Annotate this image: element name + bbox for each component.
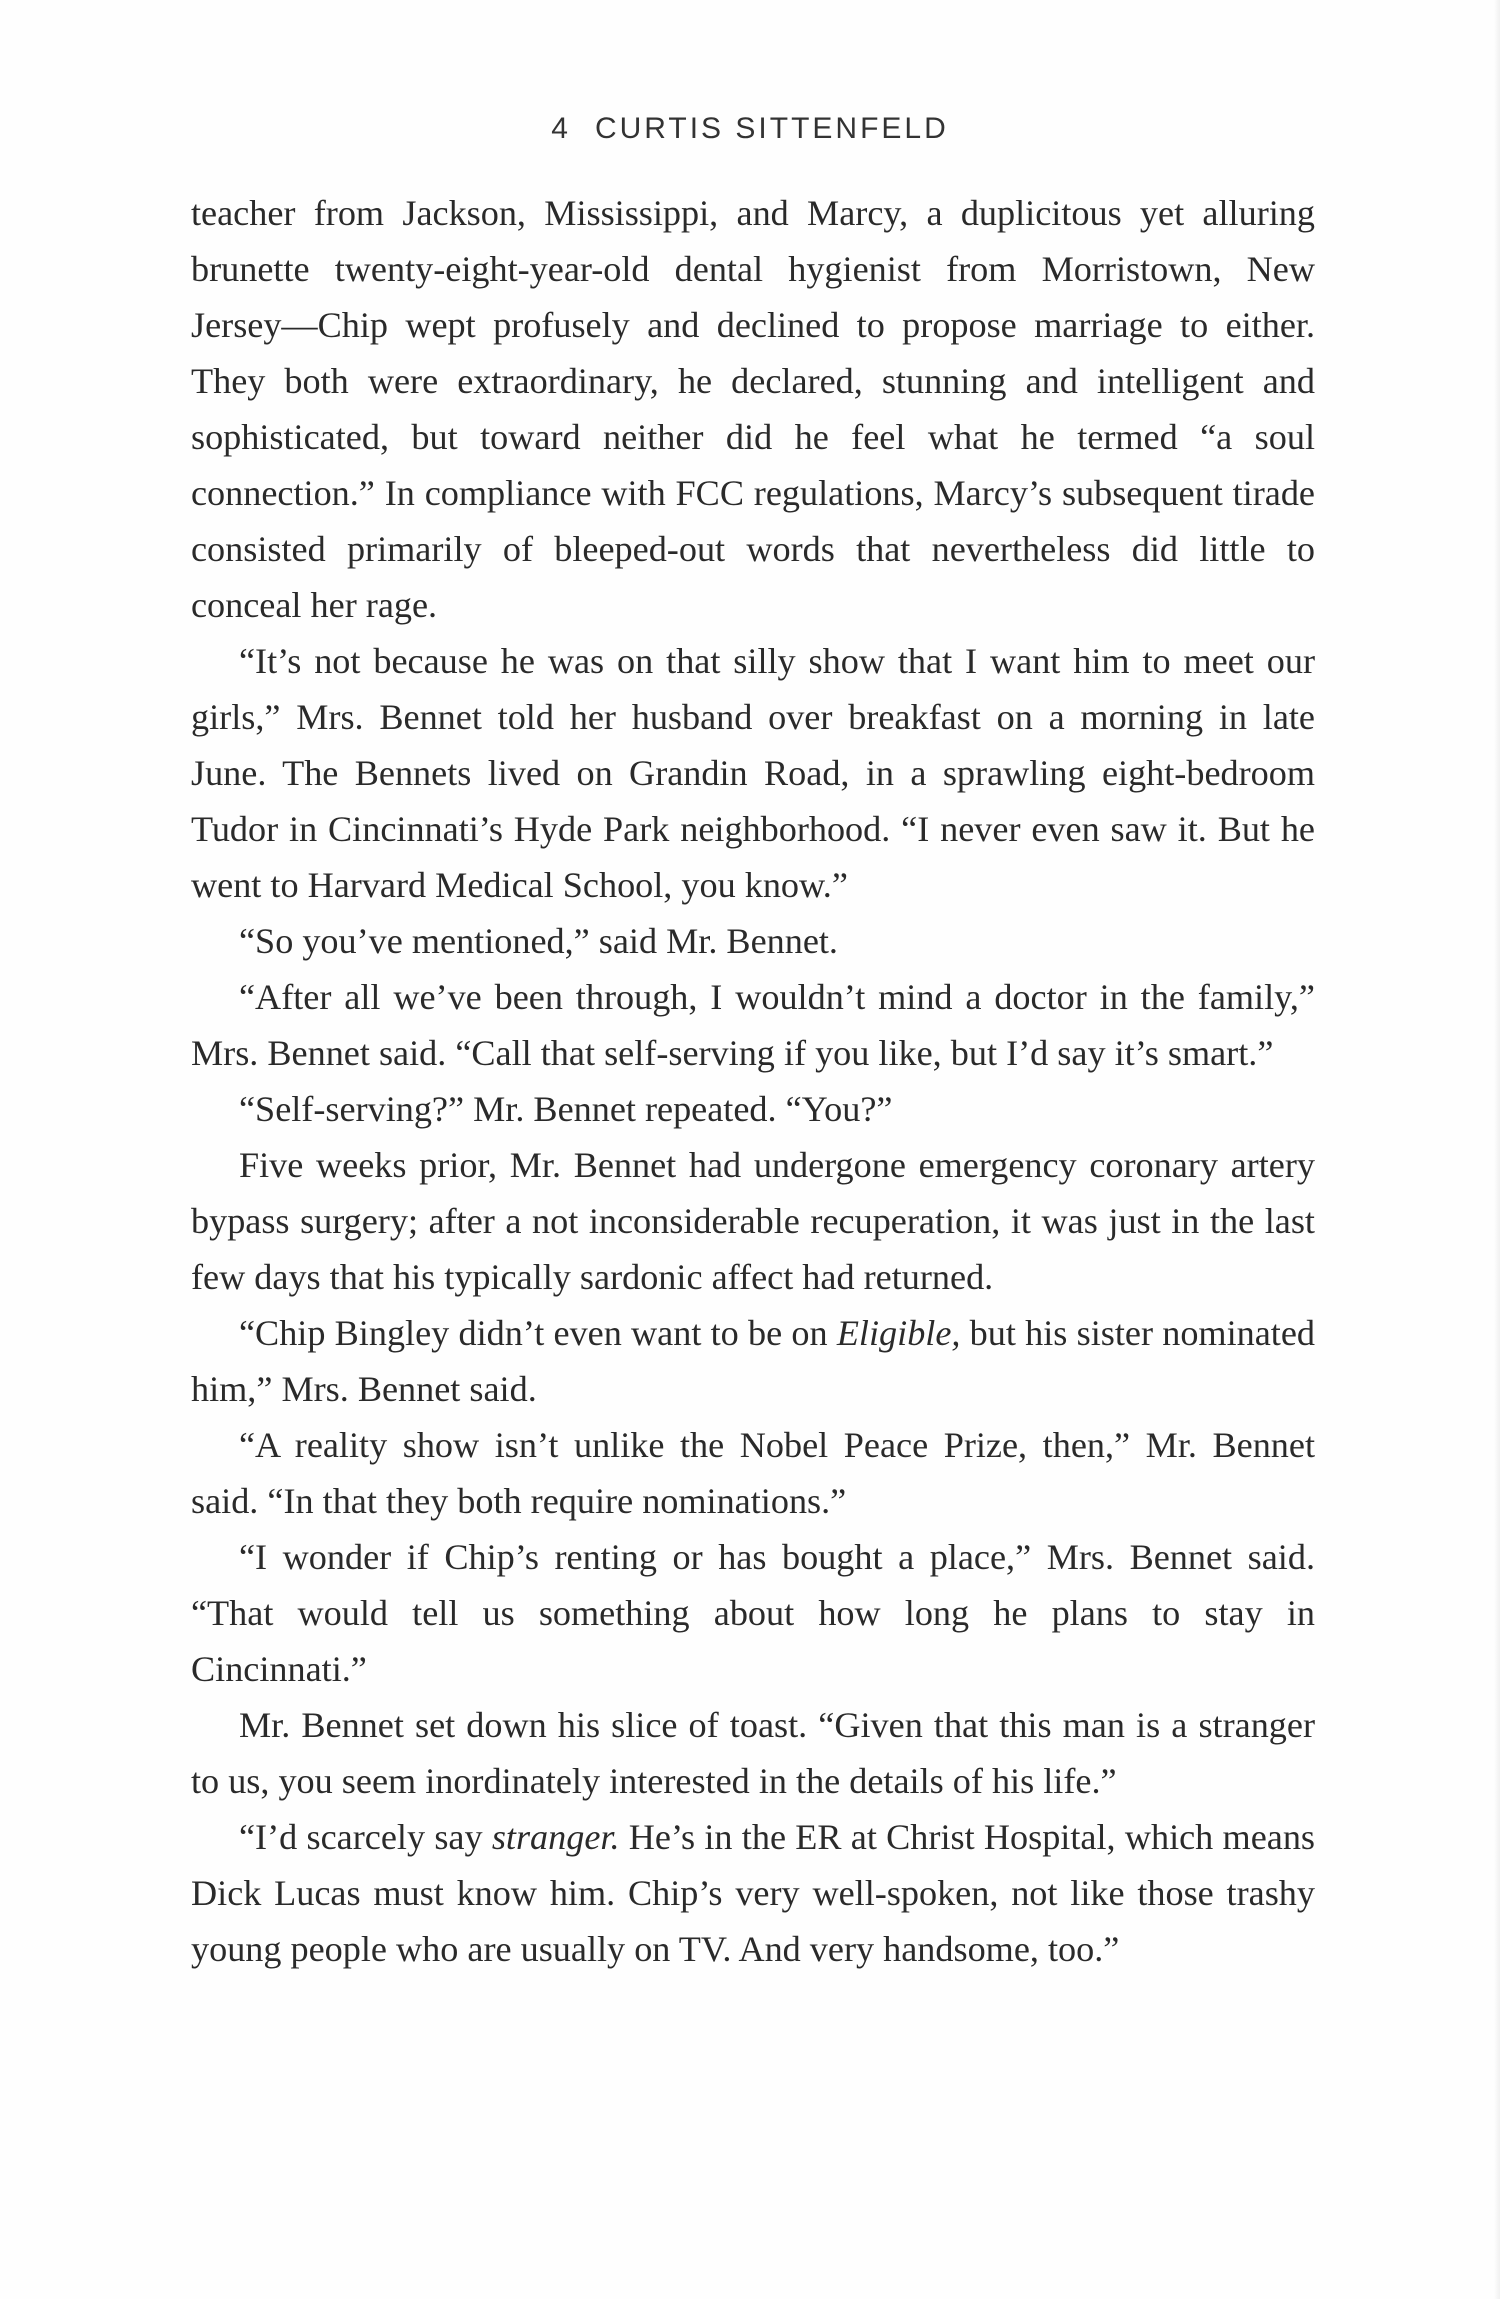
author-name: CURTIS SITTENFELD [594,112,949,145]
paragraph: Five weeks prior, Mr. Bennet had undergone emergency coronary artery bypass surgery; after a not inconsiderable recuperation, it was just in the last few days that his typically sardonic affect had returned. [191,1145,1315,1297]
body-text [191,185,1315,1977]
paragraph [191,1305,1315,1417]
paragraph: “So you’ve mentioned,” said Mr. Bennet. [239,921,838,961]
paragraph-text: “I’d scarcely say [239,1817,492,1857]
scan-edge-shadow [1494,0,1500,2299]
paragraph: “It’s not because he was on that silly show that I want him to meet our girls,” Mrs. Bennet told her husband over breakfast on a morning in late June. The Bennets lived on Grandin Road, in a sprawling eight-bedroom Tudor in Cincinnati’s Hyde Park neighborhood. “I never even saw it. But he went to Harvard Medical School, you know.” [191,641,1315,905]
paragraph-text: “Chip Bingley didn’t even want to be on [239,1313,837,1353]
paragraph: “I wonder if Chip’s renting or has bought a place,” Mrs. Bennet said. “That would tell us something about how long he plans to stay in Cincinnati.” [191,1537,1315,1689]
paragraph: “After all we’ve been through, I wouldn’t mind a doctor in the family,” Mrs. Bennet said. “Call that self-serving if you like, but I’d say it’s smart.” [191,977,1315,1073]
running-head [0,112,1500,146]
page-number: 4 [551,112,571,145]
paragraph: “A reality show isn’t unlike the Nobel Peace Prize, then,” Mr. Bennet said. “In that they both require nominations.” [191,1425,1315,1521]
emphasis-italic: stranger. [491,1817,620,1857]
paragraph-text: He’s in the ER at Christ Hospital, which means Dick Lucas must know him. Chip’s very well-spoken, not like those trashy young people who are usually on TV. And very handsome, too.” [191,1817,1315,1969]
paragraph: Mr. Bennet set down his slice of toast. “Given that this man is a stranger to us, you seem inordinately interested in the details of his life.” [191,1705,1315,1801]
show-title-italic: Eligible, [836,1313,961,1353]
paragraph: teacher from Jackson, Mississippi, and Marcy, a duplicitous yet alluring brunette twenty-eight-year-old dental hygienist from Morristown, New Jersey—Chip wept profusely and declined to propose marriage to either. They both were extraordinary, he declared, stunning and intelligent and sophisticated, but toward neither did he feel what he termed “a soul connection.” In compliance with FCC regulations, Marcy’s subsequent tirade consisted primarily of bleeped-out words that nevertheless did little to conceal her rage. [191,193,1315,625]
paragraph [191,1809,1315,1977]
paragraph-text: but his sister nominated him,” Mrs. Bennet said. [191,1313,1315,1409]
paragraph: “Self-serving?” Mr. Bennet repeated. “You?” [239,1089,893,1129]
